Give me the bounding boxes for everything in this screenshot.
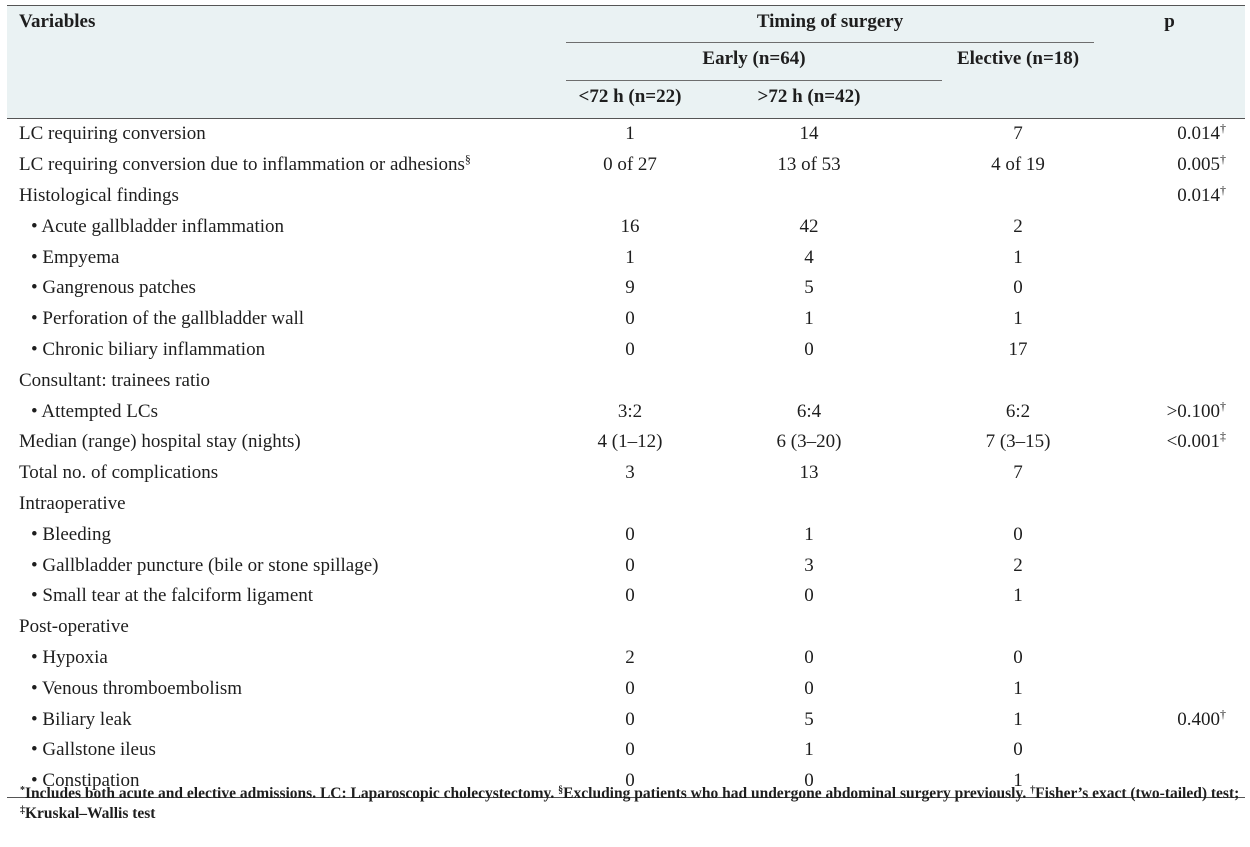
p-value-footnote-mark: †: [1220, 152, 1227, 167]
table-row: [7, 365, 1245, 396]
table-row: [7, 550, 1245, 581]
cell-p-value-text: <0.001: [1166, 431, 1221, 453]
cell-over-72h: [704, 396, 942, 427]
cell-p-value: [1094, 181, 1245, 212]
cell-over-72h: [704, 211, 942, 242]
cell-under-72h: [566, 304, 704, 335]
cell-p-value-text: 0.400: [1177, 708, 1221, 730]
table-row: [7, 181, 1245, 212]
cell-elective-text: 1: [1013, 677, 1023, 699]
cell-over-72h-text: 0: [804, 646, 814, 668]
cell-elective-text: 1: [1013, 246, 1023, 268]
cell-under-72h-text: 3:2: [617, 400, 643, 422]
cell-p-value: [1094, 242, 1245, 273]
table-row: [7, 673, 1245, 704]
row-label-text: Total no. of complications: [19, 462, 219, 484]
p-value-header: p: [1164, 11, 1175, 32]
cell-elective: [942, 673, 1094, 704]
cell-over-72h: [704, 612, 942, 643]
cell-over-72h: [704, 550, 942, 581]
row-label-text: LC requiring conversion: [19, 123, 206, 145]
table-row: [7, 612, 1245, 643]
p-value-footnote-mark: ‡: [1220, 429, 1227, 444]
cell-over-72h-text: 14: [799, 123, 819, 145]
table-row: [7, 150, 1245, 181]
cell-over-72h: [704, 273, 942, 304]
cell-under-72h-text: 0: [625, 770, 635, 792]
cell-elective: [942, 396, 1094, 427]
cell-over-72h-text: 0: [804, 338, 814, 360]
cell-elective-text: 0: [1013, 739, 1023, 761]
row-label: [7, 396, 566, 427]
cell-over-72h: [704, 581, 942, 612]
cell-p-value: [1094, 581, 1245, 612]
cell-p-value-text: 0.014: [1177, 123, 1221, 145]
cell-elective: [942, 735, 1094, 766]
table-row: [7, 242, 1245, 273]
table-row: [7, 211, 1245, 242]
cell-over-72h: [704, 335, 942, 366]
table-row: [7, 304, 1245, 335]
cell-elective-text: 1: [1013, 308, 1023, 330]
cell-over-72h-text: 6 (3–20): [776, 431, 842, 453]
row-label-text: • Gallbladder puncture (bile or stone spillage): [31, 554, 379, 576]
cell-under-72h: [566, 335, 704, 366]
row-label: [7, 211, 566, 242]
cell-elective-text: 1: [1013, 770, 1023, 792]
row-label-text: • Gallstone ileus: [31, 739, 156, 761]
cell-over-72h-text: 1: [804, 523, 814, 545]
cell-over-72h: [704, 242, 942, 273]
cell-p-value: [1094, 735, 1245, 766]
cell-over-72h-text: 6:4: [796, 400, 822, 422]
table-footnote: [20, 784, 1242, 824]
cell-elective: [942, 150, 1094, 181]
row-label: [7, 673, 566, 704]
cell-under-72h-text: 16: [620, 215, 640, 237]
cell-over-72h-text: 13 of 53: [777, 154, 841, 176]
row-label: [7, 489, 566, 520]
cell-over-72h-text: 13: [799, 462, 819, 484]
cell-elective: [942, 304, 1094, 335]
cell-over-72h: [704, 427, 942, 458]
row-label-footnote-mark: §: [464, 152, 471, 167]
p-value-footnote-mark: †: [1220, 182, 1227, 197]
cell-under-72h-text: 4 (1–12): [597, 431, 663, 453]
row-label-text: Median (range) hospital stay (nights): [19, 431, 301, 453]
cell-under-72h: [566, 119, 704, 150]
cell-under-72h-text: 0: [625, 554, 635, 576]
timing-of-surgery-header: Timing of surgery: [566, 6, 1094, 43]
table-row: [7, 427, 1245, 458]
cell-under-72h: [566, 643, 704, 674]
cell-over-72h-text: 0: [804, 770, 814, 792]
cell-p-value-text: 0.005: [1177, 154, 1221, 176]
variables-header: Variables: [19, 11, 96, 32]
footnote-double-dagger-mark: ‡: [20, 805, 25, 816]
cell-p-value: [1094, 396, 1245, 427]
cell-over-72h: [704, 704, 942, 735]
cell-elective: [942, 211, 1094, 242]
row-label-text: • Hypoxia: [31, 646, 108, 668]
cell-elective: [942, 519, 1094, 550]
row-label-text: • Empyema: [31, 246, 120, 268]
cell-elective-text: 17: [1008, 338, 1028, 360]
cell-under-72h-text: 2: [625, 646, 635, 668]
row-label: [7, 581, 566, 612]
cell-under-72h: [566, 150, 704, 181]
cell-under-72h-text: 0: [625, 708, 635, 730]
cell-over-72h-text: 3: [804, 554, 814, 576]
cell-elective-text: 7: [1013, 462, 1023, 484]
cell-p-value: [1094, 150, 1245, 181]
footnote-section-text: Excluding patients who had undergone abdominal surgery previously.: [563, 785, 1031, 802]
over-72h-header: >72 h (n=42): [757, 86, 861, 107]
table-row: [7, 396, 1245, 427]
cell-under-72h-text: 0: [625, 585, 635, 607]
cell-under-72h: [566, 427, 704, 458]
footnote-star-mark: *: [20, 785, 25, 796]
cell-under-72h-text: 1: [625, 246, 635, 268]
cell-elective: [942, 335, 1094, 366]
cell-under-72h: [566, 181, 704, 212]
footnote-star-text: Includes both acute and elective admissions. LC: Laparoscopic cholecystectomy.: [25, 785, 559, 802]
cell-under-72h: [566, 396, 704, 427]
cell-under-72h: [566, 581, 704, 612]
table-header: [7, 6, 1245, 119]
cell-under-72h: [566, 704, 704, 735]
cell-under-72h: [566, 273, 704, 304]
cell-over-72h: [704, 304, 942, 335]
cell-elective: [942, 489, 1094, 520]
row-label: [7, 304, 566, 335]
cell-under-72h-text: 9: [625, 277, 635, 299]
row-label: [7, 704, 566, 735]
cell-over-72h: [704, 150, 942, 181]
cell-p-value-text: >0.100: [1166, 400, 1221, 422]
cell-p-value: [1094, 704, 1245, 735]
footnote-double-dagger-text: Kruskal–Wallis test: [25, 805, 156, 822]
cell-under-72h: [566, 489, 704, 520]
cell-elective: [942, 550, 1094, 581]
cell-elective-text: 0: [1013, 523, 1023, 545]
row-label: [7, 242, 566, 273]
cell-p-value: [1094, 612, 1245, 643]
cell-over-72h: [704, 365, 942, 396]
row-label: [7, 519, 566, 550]
cell-p-value: [1094, 211, 1245, 242]
cell-under-72h: [566, 365, 704, 396]
cell-p-value: [1094, 519, 1245, 550]
cell-over-72h: [704, 458, 942, 489]
cell-under-72h: [566, 550, 704, 581]
cell-over-72h: [704, 519, 942, 550]
row-label-text: • Small tear at the falciform ligament: [31, 585, 314, 607]
elective-header: Elective (n=18): [956, 48, 1080, 69]
cell-elective: [942, 643, 1094, 674]
cell-elective: [942, 119, 1094, 150]
cell-p-value: [1094, 643, 1245, 674]
cell-p-value-text: 0.014: [1177, 184, 1221, 206]
table-row: [7, 119, 1245, 150]
footnote-dagger-text: Fisher’s exact (two-tailed) test;: [1035, 785, 1240, 802]
p-value-footnote-mark: †: [1220, 706, 1227, 721]
cell-under-72h: [566, 458, 704, 489]
cell-elective-text: 1: [1013, 708, 1023, 730]
cell-over-72h-text: 4: [804, 246, 814, 268]
early-header: Early (n=64): [566, 43, 942, 81]
row-label-text: • Bleeding: [31, 523, 111, 545]
cell-p-value: [1094, 304, 1245, 335]
row-label: [7, 150, 566, 181]
under-72h-header: <72 h (n=22): [578, 86, 682, 107]
cell-elective-text: 1: [1013, 585, 1023, 607]
cell-p-value: [1094, 673, 1245, 704]
cell-elective: [942, 458, 1094, 489]
cell-elective-text: 6:2: [1005, 400, 1031, 422]
cell-p-value: [1094, 489, 1245, 520]
cell-over-72h: [704, 673, 942, 704]
cell-elective-text: 0: [1013, 646, 1023, 668]
row-label: [7, 550, 566, 581]
cell-under-72h: [566, 242, 704, 273]
cell-under-72h-text: 0: [625, 739, 635, 761]
cell-over-72h-text: 5: [804, 708, 814, 730]
cell-elective-text: 0: [1013, 277, 1023, 299]
footnote-section-mark: §: [558, 785, 564, 796]
table-body: [7, 119, 1245, 798]
cell-under-72h: [566, 211, 704, 242]
cell-under-72h-text: 0: [625, 523, 635, 545]
cell-elective-text: 7: [1013, 123, 1023, 145]
cell-elective: [942, 581, 1094, 612]
cell-over-72h-text: 5: [804, 277, 814, 299]
table-row: [7, 335, 1245, 366]
row-label-text: • Venous thromboembolism: [31, 677, 243, 699]
cell-p-value: [1094, 458, 1245, 489]
table-row: [7, 489, 1245, 520]
table-row: [7, 273, 1245, 304]
cell-elective: [942, 181, 1094, 212]
cell-p-value: [1094, 119, 1245, 150]
cell-p-value: [1094, 550, 1245, 581]
cell-under-72h: [566, 735, 704, 766]
cell-elective: [942, 427, 1094, 458]
row-label: [7, 735, 566, 766]
cell-under-72h-text: 0 of 27: [603, 154, 657, 176]
cell-p-value: [1094, 427, 1245, 458]
cell-over-72h: [704, 489, 942, 520]
table-row: [7, 735, 1245, 766]
cell-elective: [942, 242, 1094, 273]
table-row: [7, 581, 1245, 612]
cell-over-72h-text: 1: [804, 308, 814, 330]
p-value-footnote-mark: †: [1220, 121, 1227, 136]
cell-over-72h: [704, 643, 942, 674]
row-label-text: Post-operative: [19, 616, 129, 638]
cell-elective-text: 2: [1013, 554, 1023, 576]
footnote-dagger-mark: †: [1030, 785, 1036, 796]
row-label-text: • Attempted LCs: [31, 400, 158, 422]
cell-under-72h-text: 0: [625, 338, 635, 360]
cell-over-72h: [704, 181, 942, 212]
cell-under-72h-text: 0: [625, 677, 635, 699]
cell-over-72h-text: 0: [804, 677, 814, 699]
row-label-text: Histological findings: [19, 184, 179, 206]
cell-p-value: [1094, 365, 1245, 396]
row-label: [7, 458, 566, 489]
row-label-text: Consultant: trainees ratio: [19, 369, 211, 391]
table-row: [7, 519, 1245, 550]
row-label-text: • Biliary leak: [31, 708, 132, 730]
cell-under-72h: [566, 519, 704, 550]
results-table: [7, 5, 1245, 798]
row-label-text: LC requiring conversion due to inflammation or adhesions: [19, 154, 465, 176]
row-label-text: • Chronic biliary inflammation: [31, 338, 266, 360]
row-label: [7, 181, 566, 212]
cell-over-72h: [704, 119, 942, 150]
row-label-text: • Perforation of the gallbladder wall: [31, 308, 305, 330]
cell-over-72h-text: 0: [804, 585, 814, 607]
results-table-container: [7, 5, 1245, 798]
row-label: [7, 427, 566, 458]
cell-over-72h-text: 42: [799, 215, 819, 237]
row-label: [7, 643, 566, 674]
table-row: [7, 458, 1245, 489]
cell-p-value: [1094, 273, 1245, 304]
cell-elective: [942, 612, 1094, 643]
row-label: [7, 612, 566, 643]
cell-elective: [942, 273, 1094, 304]
cell-under-72h-text: 1: [625, 123, 635, 145]
cell-over-72h-text: 1: [804, 739, 814, 761]
table-row: [7, 643, 1245, 674]
cell-elective-text: 4 of 19: [991, 154, 1045, 176]
row-label-text: • Acute gallbladder inflammation: [31, 215, 285, 237]
row-label: [7, 273, 566, 304]
cell-elective-text: 7 (3–15): [985, 431, 1051, 453]
row-label: [7, 335, 566, 366]
row-label-text: • Constipation: [31, 770, 140, 792]
cell-elective: [942, 704, 1094, 735]
row-label: [7, 119, 566, 150]
cell-elective-text: 2: [1013, 215, 1023, 237]
cell-over-72h: [704, 735, 942, 766]
cell-under-72h-text: 0: [625, 308, 635, 330]
cell-under-72h: [566, 612, 704, 643]
cell-under-72h-text: 3: [625, 462, 635, 484]
cell-elective: [942, 365, 1094, 396]
row-label: [7, 365, 566, 396]
cell-p-value: [1094, 335, 1245, 366]
p-value-footnote-mark: †: [1220, 398, 1227, 413]
table-row: [7, 704, 1245, 735]
row-label-text: • Gangrenous patches: [31, 277, 196, 299]
row-label-text: Intraoperative: [19, 492, 126, 514]
cell-under-72h: [566, 673, 704, 704]
